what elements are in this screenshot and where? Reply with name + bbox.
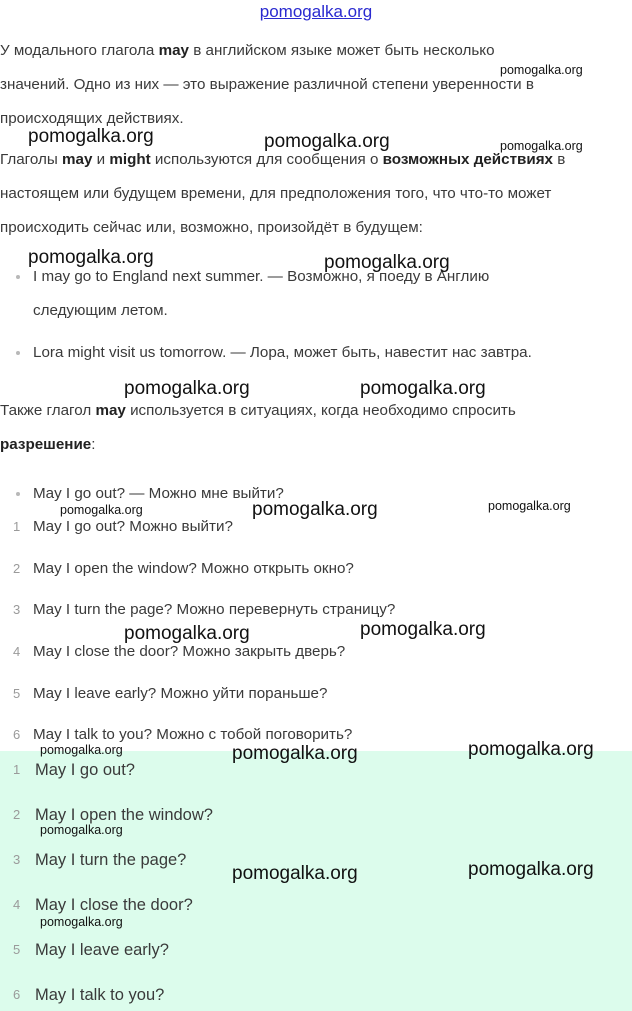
- watermark: pomogalka.org: [264, 131, 390, 152]
- watermark: pomogalka.org: [40, 823, 123, 837]
- watermark: pomogalka.org: [360, 378, 486, 399]
- watermark: pomogalka.org: [40, 743, 123, 757]
- intro-paragraph-1: У модального глагола may в английском языке может быть несколько: [0, 42, 495, 59]
- watermark: pomogalka.org: [500, 63, 583, 77]
- example-item-2: Lora might visit us tomorrow. — Лора, может быть, навестит нас завтра.: [33, 336, 623, 370]
- watermark: pomogalka.org: [124, 378, 250, 399]
- example-item-1: I may go to England next summer. — Возможно, я поеду в Англию следующим летом.: [33, 260, 623, 328]
- watermark: pomogalka.org: [488, 499, 571, 513]
- permission-bullet: May I go out? — Можно мне выйти?: [33, 477, 623, 511]
- intro-paragraph-2-line-2: настоящем или будущем времени, для предположения того, что что-то может: [0, 185, 552, 202]
- intro-paragraph-1-line-3: происходящих действиях.: [0, 110, 184, 127]
- watermark: pomogalka.org: [28, 126, 154, 147]
- watermark: pomogalka.org: [360, 619, 486, 640]
- watermark: pomogalka.org: [232, 863, 358, 884]
- intro-paragraph-2: Глаголы may и might используются для сообщения о возможных действиях в: [0, 151, 566, 168]
- permission-paragraph-line-2: разрешение:: [0, 436, 96, 453]
- watermark: pomogalka.org: [468, 859, 594, 880]
- watermark: pomogalka.org: [60, 503, 143, 517]
- watermark: pomogalka.org: [324, 252, 450, 273]
- watermark: pomogalka.org: [124, 623, 250, 644]
- permission-paragraph: Также глагол may используется в ситуациях, когда необходимо спросить: [0, 402, 516, 419]
- intro-paragraph-2-line-3: происходить сейчас или, возможно, произойдёт в будущем:: [0, 219, 423, 236]
- watermark: pomogalka.org: [40, 915, 123, 929]
- watermark: pomogalka.org: [252, 499, 378, 520]
- watermark: pomogalka.org: [232, 743, 358, 764]
- site-title-link[interactable]: pomogalka.org: [259, 2, 373, 21]
- intro-paragraph-1-line-2: значений. Одно из них — это выражение различной степени уверенности в: [0, 76, 534, 93]
- watermark: pomogalka.org: [500, 139, 583, 153]
- watermark: pomogalka.org: [468, 739, 594, 760]
- watermark: pomogalka.org: [28, 247, 154, 268]
